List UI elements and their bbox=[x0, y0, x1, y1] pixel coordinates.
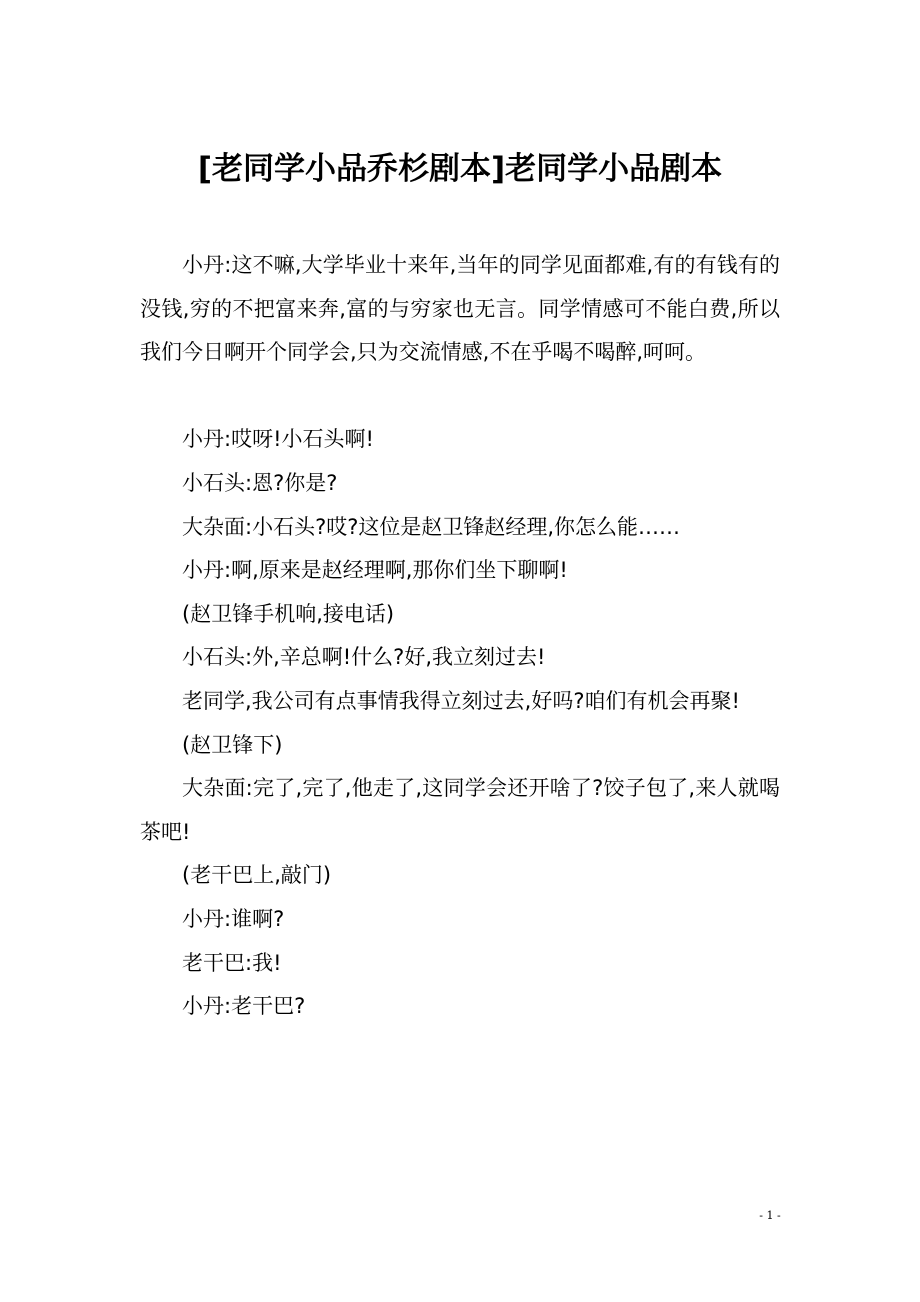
dialogue-line: 大杂面:小石头?哎?这位是赵卫锋赵经理,你怎么能…… bbox=[182, 514, 681, 539]
page-number: - 1 - bbox=[759, 1209, 781, 1222]
dialogue-line: 小丹:谁啊? bbox=[182, 906, 285, 931]
stage-direction: (老干巴上,敲门) bbox=[182, 863, 332, 888]
dialogue-line: 小石头:恩?你是? bbox=[182, 470, 338, 495]
document-title: [老同学小品乔杉剧本]老同学小品剧本 bbox=[197, 150, 723, 187]
dialogue-line: 小丹:啊,原来是赵经理啊,那你们坐下聊啊! bbox=[182, 558, 568, 583]
dialogue-line: 小丹:老干巴? bbox=[182, 994, 306, 1019]
dialogue-line: 老干巴:我! bbox=[182, 950, 282, 975]
script-body bbox=[140, 244, 780, 1029]
paragraph-opening-monologue: 小丹:这不嘛,大学毕业十来年,当年的同学见面都难,有的有钱有的没钱,穷的不把富来奔,富的与穷家也无言。同学情感可不能白费,所以我们今日啊开个同学会,只为交流情感,不在乎喝不喝醉,呵呵。 bbox=[140, 253, 780, 365]
dialogue-line: 小丹:哎呀!小石头啊! bbox=[182, 427, 374, 452]
dialogue-line: 大杂面:完了,完了,他走了,这同学会还开啥了?饺子包了,来人就喝茶吧! bbox=[140, 776, 780, 844]
dialogue-line: 小石头:外,辛总啊!什么?好,我立刻过去! bbox=[182, 645, 546, 670]
dialogue-line: 老同学,我公司有点事情我得立刻过去,好吗?咱们有机会再聚! bbox=[182, 688, 740, 713]
stage-direction: (赵卫锋手机响,接电话) bbox=[182, 601, 395, 626]
paragraph-spacer bbox=[140, 375, 780, 419]
stage-direction: (赵卫锋下) bbox=[182, 732, 283, 757]
